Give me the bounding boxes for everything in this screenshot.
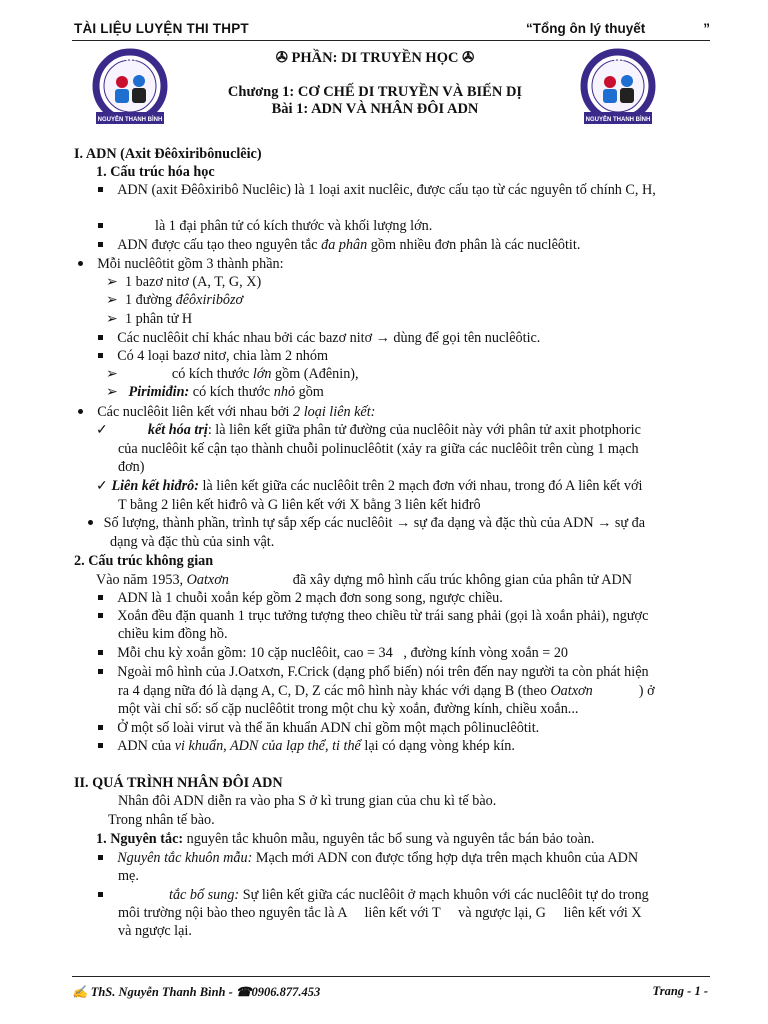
page-footer: [72, 976, 710, 1001]
square-bullet-icon: [98, 669, 103, 674]
list-item: Nguyên tắc khuôn mẫu: Mạch mới ADN con được tổng hợp dựa trên mạch khuôn của ADN: [98, 850, 638, 867]
square-bullet-icon: [98, 242, 103, 247]
heading-adn: I. ADN (Axit Đêôxiribônuclêic): [74, 146, 262, 162]
text-line: 1. Nguyên tắc: nguyên tắc khuôn mẫu, nguyên tắc bổ sung và nguyên tắc bán bảo toàn.: [96, 831, 595, 847]
text-line: Nhân đôi ADN diễn ra vào pha S ở kì trung gian của chu kì tế bào.: [118, 793, 497, 809]
arrow-bullet-icon: ➢: [106, 274, 118, 290]
text-line: một vài chỉ số: số cặp nuclêôtit trong một chu kỳ xoắn, đường kính, chiều xoắn...: [118, 701, 579, 717]
logo-left: [92, 48, 168, 136]
list-item: ➢ 1 đường đêôxiribôzơ: [106, 292, 244, 308]
list-item: tắc bổ sung: Sự liên kết giữa các nuclêôit ở mạch khuôn với các nuclêôit tự do trong: [98, 887, 649, 904]
square-bullet-icon: [98, 595, 103, 600]
list-item: Xoắn đều đặn quanh 1 trục tưởng tượng theo chiều từ trái sang phải (gọi là xoắn phải), ngược: [98, 608, 648, 625]
logo-banner-left: NGUYỄN THANH BÌNH: [97, 117, 163, 123]
logo-banner-right: NGUYỄN THANH BÌNH: [585, 117, 651, 123]
square-bullet-icon: [98, 223, 103, 228]
logo-right: [580, 48, 656, 136]
square-bullet-icon: [98, 725, 103, 730]
square-bullet-icon: [98, 650, 103, 655]
list-item: Có 4 loại bazơ nitơ, chia làm 2 nhóm: [98, 348, 328, 365]
part-icon-right: ✇: [462, 50, 475, 66]
square-bullet-icon: [98, 353, 103, 358]
text-line: dạng và đặc thù của sinh vật.: [110, 534, 275, 550]
text-line: Trong nhân tế bào.: [108, 812, 215, 828]
arrow-bullet-icon: ➢: [106, 384, 118, 400]
checkmark-bullet-icon: ✓: [96, 478, 108, 494]
text-line: môi trường nội bào theo nguyên tắc là A liên kết với T và ngược lại, G liên kết với X: [118, 905, 642, 921]
list-item: ADN được cấu tạo theo nguyên tắc đa phân gồm nhiều đơn phân là các nuclêôtit.: [98, 237, 580, 254]
list-item: Ngoài mô hình của J.Oatxơn, F.Crick (dạng phổ biến) nói trên đến nay người ta còn phát hiện: [98, 664, 649, 681]
square-bullet-icon: [98, 855, 103, 860]
text-line: và ngược lại.: [118, 923, 192, 939]
chapter-title: Chương 1: CƠ CHẾ DI TRUYỀN VÀ BIẾN DỊ: [227, 84, 523, 100]
list-item: ✓ kết hóa trị: là liên kết giữa phân tử đường của nuclêôit này với phân tử axit photphoric: [96, 422, 641, 438]
text-line: mẹ.: [118, 868, 139, 884]
subheading-chemical: 1. Cấu trúc hóa học: [96, 164, 215, 180]
page-number: Trang - 1 -: [652, 984, 708, 998]
heading-replication: II. QUÁ TRÌNH NHÂN ĐÔI ADN: [74, 775, 283, 791]
list-item: ➢ Pirimiđin: có kích thước nhỏ gồm: [106, 384, 324, 400]
list-item: ADN (axit Đêôxiribô Nuclêic) là 1 loại axit nuclêic, được cấu tạo từ các nguyên tố chính C, H,: [98, 182, 656, 199]
round-bullet-icon: [78, 261, 83, 266]
list-item: Mỗi nuclêôtit gồm 3 thành phần:: [78, 256, 284, 273]
subheading-spatial: 2. Cấu trúc không gian: [74, 553, 214, 569]
square-bullet-icon: [98, 892, 103, 897]
round-bullet-icon: [88, 520, 93, 525]
list-item: Các nuclêôit chỉ khác nhau bởi các bazơ nitơ → dùng để gọi tên nuclêôtic.: [98, 330, 540, 347]
part-icon-left: ✇: [275, 50, 288, 66]
square-bullet-icon: [98, 187, 103, 192]
page-header: [72, 16, 710, 41]
square-bullet-icon: [98, 743, 103, 748]
square-bullet-icon: [98, 613, 103, 618]
checkmark-bullet-icon: ✓: [96, 422, 108, 438]
part-title: ✇ PHẦN: DI TRUYỀN HỌC ✇: [275, 50, 475, 66]
text-line: của nuclêôit kế cận tạo thành chuỗi polinuclêôtit (xảy ra giữa các nuclêôit trên cùng 1 mạch: [118, 441, 639, 457]
text-line: Vào năm 1953, Oatxơn đã xây dựng mô hình cấu trúc không gian của phân tử ADN: [96, 572, 632, 588]
list-item: ADN là 1 chuỗi xoắn kép gồm 2 mạch đơn song song, ngược chiều.: [98, 590, 503, 607]
list-item: Các nuclêôit liên kết với nhau bởi 2 loại liên kết:: [78, 404, 375, 421]
title-block: [170, 50, 580, 118]
list-item: ➢ có kích thước lớn gồm (Ađênin),: [106, 366, 359, 382]
arrow-bullet-icon: ➢: [106, 292, 118, 308]
arrow-bullet-icon: ➢: [106, 366, 118, 382]
list-item: Số lượng, thành phần, trình tự sắp xếp các nuclêôit → sự đa dạng và đặc thù của ADN → sự đa: [88, 515, 645, 532]
lesson-title: Bài 1: ADN VÀ NHÂN ĐÔI ADN: [271, 101, 479, 117]
text-line: đơn): [118, 459, 145, 475]
text-line: ra 4 dạng nữa đó là dạng A, C, D, Z các mô hình này khác với dạng B (theo Oatxơn ) ở: [118, 683, 655, 699]
header-right: “Tổng ôn lý thuyết ”: [526, 21, 710, 36]
writing-hand-icon: ✍: [72, 985, 88, 999]
list-item: Mỗi chu kỳ xoắn gồm: 10 cặp nuclêôit, cao = 34 , đường kính vòng xoắn = 20: [98, 645, 568, 662]
list-item: ➢ 1 bazơ nitơ (A, T, G, X): [106, 274, 262, 290]
text-line: T bằng 2 liên kết hiđrô và G liên kết với X bằng 3 liên kết hiđrô: [118, 497, 481, 513]
list-item: ➢ 1 phân tử H: [106, 311, 193, 327]
arrow-bullet-icon: ➢: [106, 311, 118, 327]
list-item: ✓ Liên kết hiđrô: là liên kết giữa các nuclêôit trên 2 mạch đơn với nhau, trong đó A liên kết với: [96, 478, 643, 494]
footer-author: ✍ ThS. Nguyễn Thanh Bình - ☎0906.877.453: [72, 985, 321, 999]
header-left: TÀI LIỆU LUYỆN THI THPT: [74, 21, 249, 36]
list-item: ADN của vi khuẩn, ADN của lạp thể, ti thể lại có dạng vòng khép kín.: [98, 738, 515, 755]
text-line: chiều kim đồng hồ.: [118, 626, 228, 642]
list-item: là 1 đại phân tử có kích thước và khối lượng lớn.: [98, 218, 432, 235]
round-bullet-icon: [78, 409, 83, 414]
square-bullet-icon: [98, 335, 103, 340]
list-item: Ở một số loài virut và thể ăn khuẩn ADN chỉ gồm một mạch pôlinuclêôtit.: [98, 720, 539, 737]
